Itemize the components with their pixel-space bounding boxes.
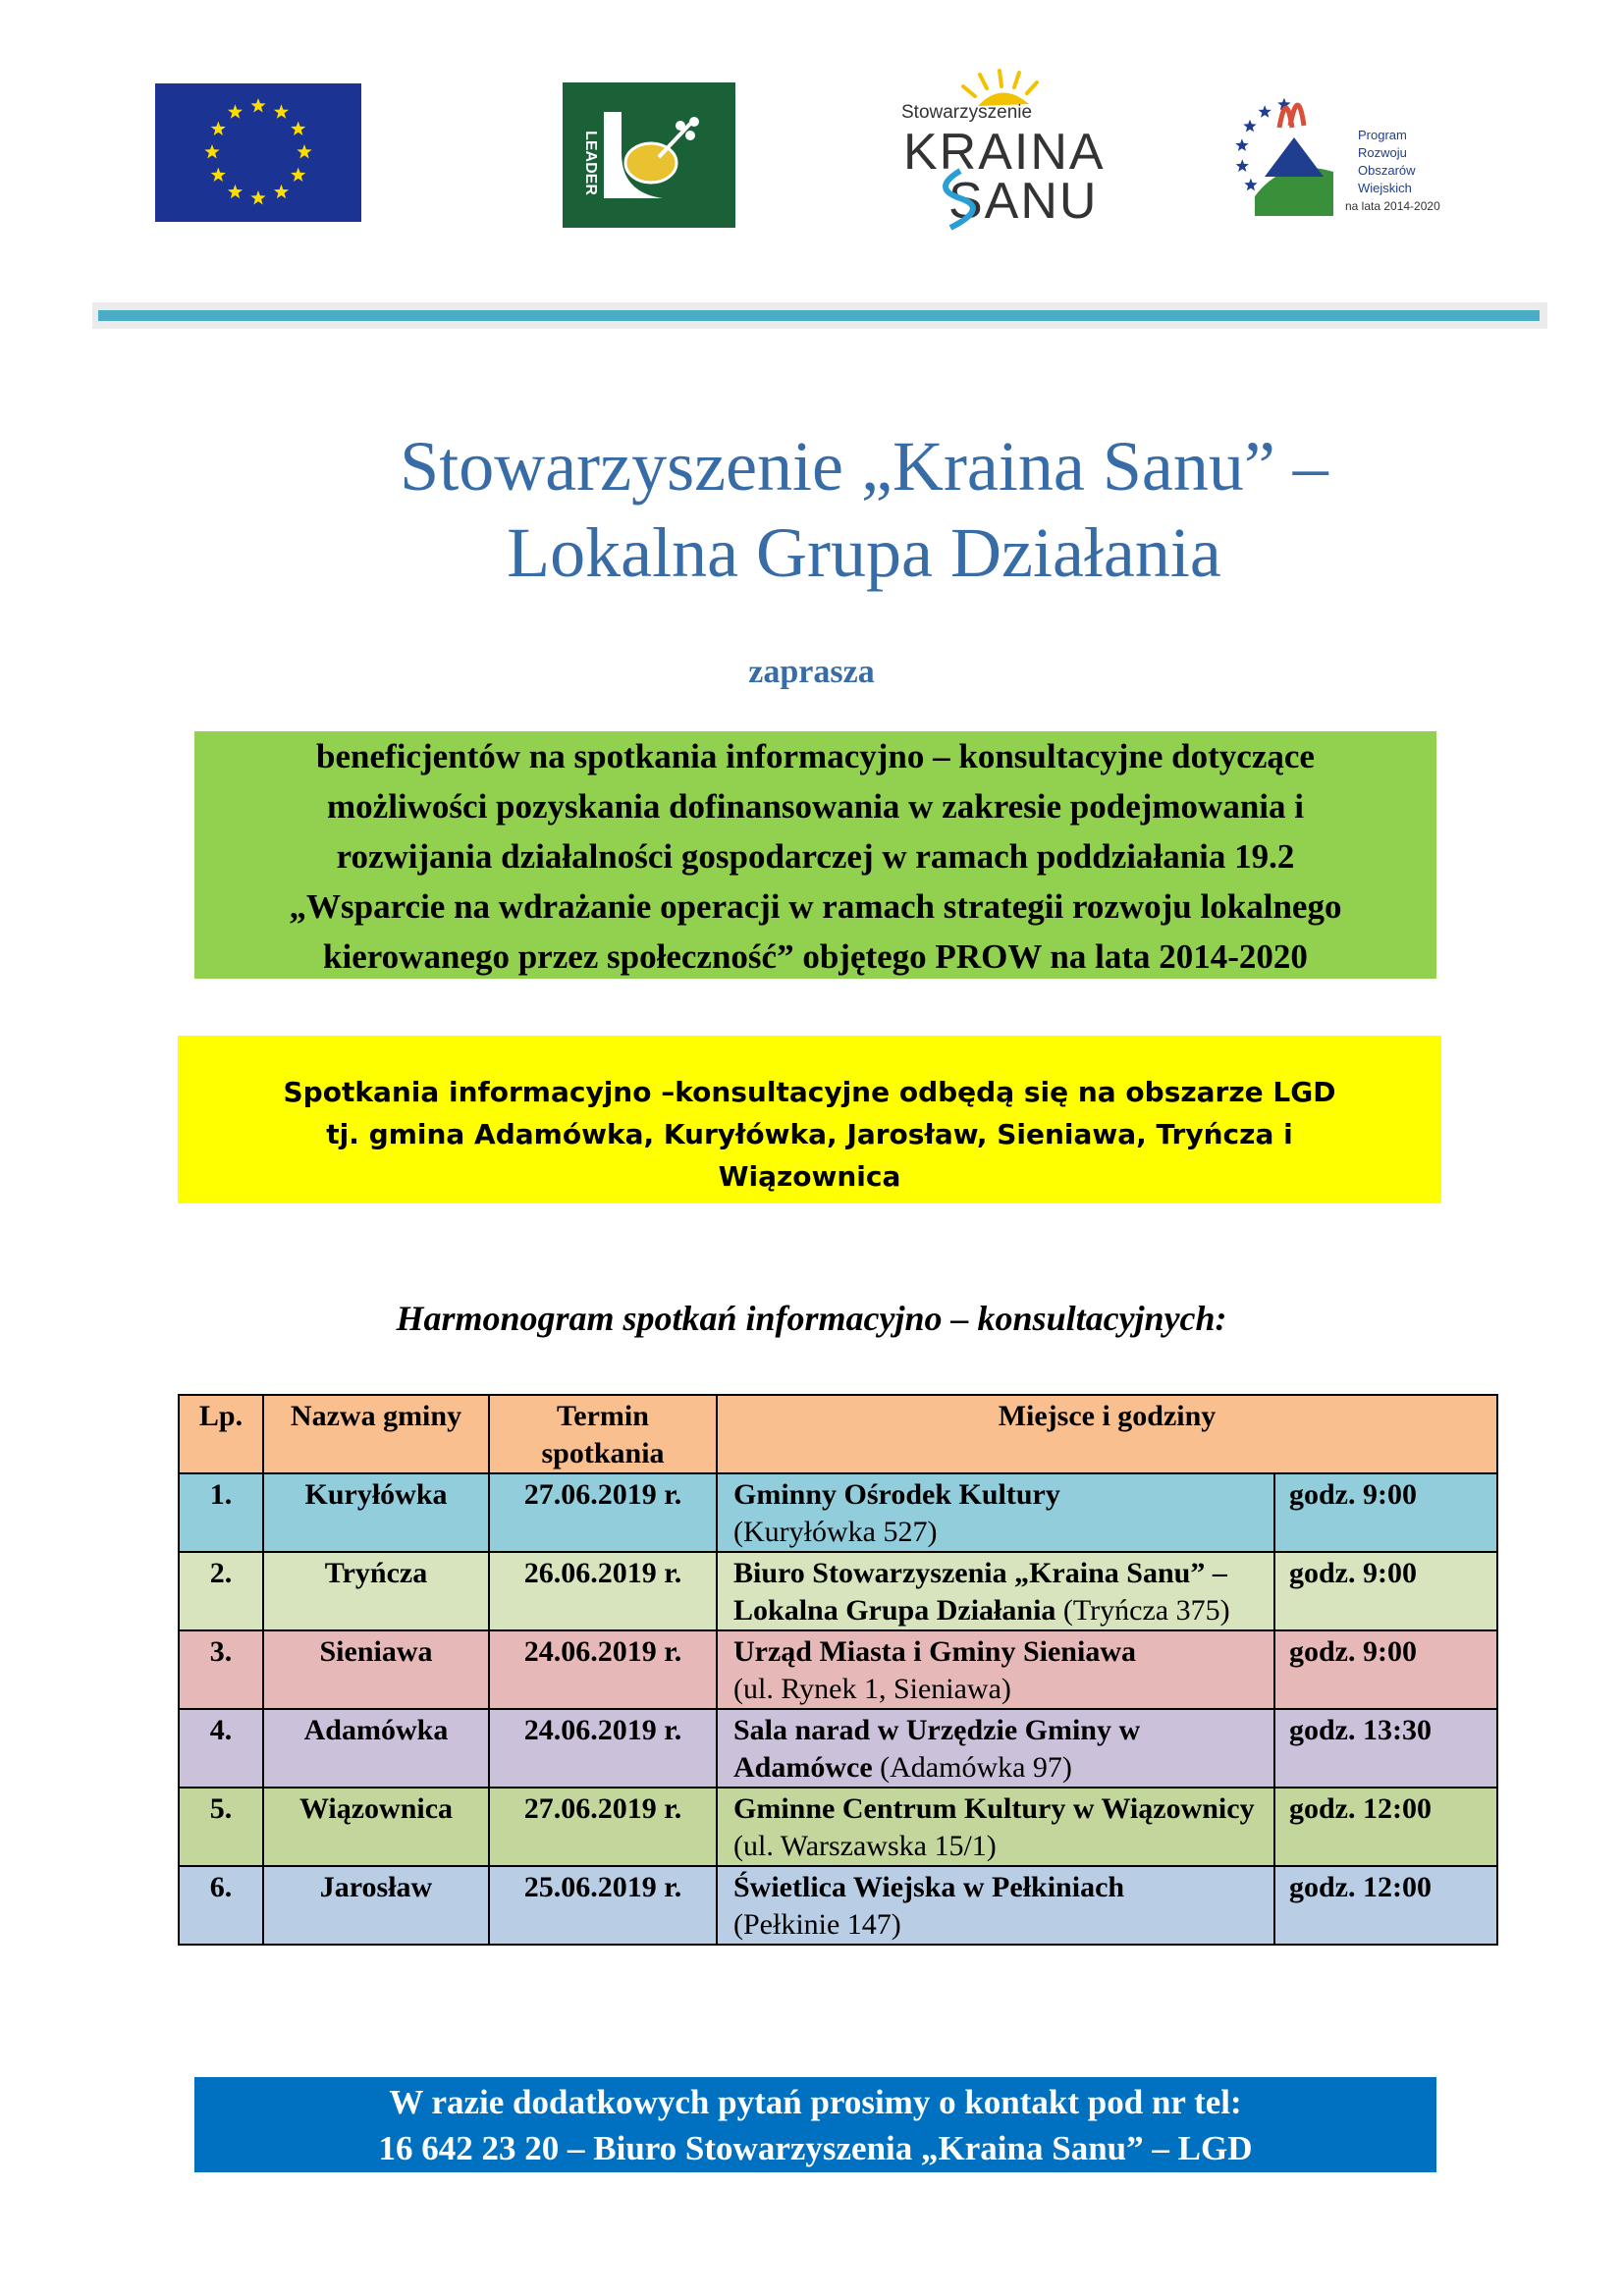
cell-gmina: Sieniawa [263,1630,489,1709]
cell-hour: godz. 12:00 [1274,1788,1497,1866]
place-address: (ul. Rynek 1, Sieniawa) [733,1673,1011,1705]
eu-star [291,122,305,136]
prow-star [1243,120,1256,133]
cell-lp: 2. [179,1552,263,1630]
prow-line-1: Program [1358,128,1407,142]
cell-place [717,1788,1274,1866]
cell-date: 26.06.2019 r. [489,1552,717,1630]
cell-gmina: Kuryłówka [263,1473,489,1552]
eu-star [297,144,311,159]
cell-hour: godz. 12:00 [1274,1866,1497,1945]
cell-hour: godz. 9:00 [1274,1473,1497,1552]
table-row [179,1552,1497,1630]
kraina-top-text: Stowarzyszenie [901,102,1033,123]
eu-star [211,168,226,183]
place-address: (Adamówka 97) [872,1751,1072,1784]
table-row [179,1788,1497,1866]
table-row [179,1866,1497,1945]
prow-star [1236,159,1249,172]
place-address: (Pełkinie 147) [733,1908,901,1941]
cell-date: 24.06.2019 r. [489,1709,717,1788]
cell-date: 25.06.2019 r. [489,1866,717,1945]
place-address: (ul. Warszawska 15/1) [733,1830,997,1862]
table-header-row [179,1395,1497,1473]
place-name: Biuro Stowarzyszenia „Kraina Sanu” – Lokalna Grupa Działania [733,1557,1227,1627]
contact-box [194,2077,1436,2172]
place-name: Gminny Ośrodek Kultury [733,1478,1060,1511]
cell-place [717,1552,1274,1630]
invite-text: zaprasza [748,654,875,690]
cell-lp: 4. [179,1709,263,1788]
place-address: (Tryńcza 375) [1055,1594,1230,1627]
header-divider [98,310,1540,321]
leader-logo [563,82,735,228]
cell-place [717,1473,1274,1552]
cell-lp: 1. [179,1473,263,1552]
cell-lp: 3. [179,1630,263,1709]
eu-star [228,104,243,119]
invitation-box [194,731,1436,979]
area-notice-box [178,1036,1441,1203]
prow-star [1244,179,1257,191]
area-notice-line: tj. gmina Adamówka, Kuryłówka, Jarosław, Sieniawa, Tryńcza i [326,1118,1293,1150]
schedule-table [178,1394,1498,1946]
page-title-line-1: Stowarzyszenie „Kraina Sanu” – [400,427,1328,506]
place-address: (Kuryłówka 527) [733,1516,938,1548]
contact-line-2: 16 642 23 20 – Biuro Stowarzyszenia „Kraina Sanu” – LGD [378,2129,1253,2167]
header-gmina: Nazwa gminy [263,1395,489,1473]
invitation-line: rozwijania działalności gospodarczej w ramach poddziałania 19.2 [336,837,1295,876]
invitation-line: beneficjentów na spotkania informacyjno – konsultacyjne dotyczące [316,737,1315,775]
place-name: Świetlica Wiejska w Pełkiniach [733,1871,1125,1903]
invitation-line: możliwości pozyskania dofinansowania w zakresie podejmowania i [327,787,1304,826]
prow-logo [1225,79,1461,226]
eu-star [274,104,289,119]
cell-gmina: Wiązownica [263,1788,489,1866]
place-name: Gminne Centrum Kultury w Wiązownicy [733,1792,1255,1825]
cell-hour: godz. 9:00 [1274,1630,1497,1709]
prow-line-4: Wiejskich [1358,181,1412,195]
table-row [179,1709,1497,1788]
eu-star [204,144,219,159]
invitation-line: kierowanego przez społeczność” objętego PROW na lata 2014-2020 [323,937,1308,976]
prow-line-3: Obszarów [1358,163,1416,178]
eu-star [291,168,305,183]
schedule-title: Harmonogram spotkań informacyjno – konsultacyjnych: [396,1299,1227,1338]
table-row [179,1473,1497,1552]
eu-star [211,122,226,136]
cell-place [717,1866,1274,1945]
eu-star [274,185,289,199]
cell-place [717,1630,1274,1709]
eu-flag-logo [155,83,361,222]
cell-gmina: Tryńcza [263,1552,489,1630]
eu-star [250,190,265,205]
eu-stars-icon [155,83,361,222]
kraina-word2: SANU [948,173,1099,230]
header-miejsce: Miejsce i godziny [717,1395,1497,1473]
cell-lp: 6. [179,1866,263,1945]
page-title-line-2: Lokalna Grupa Działania [507,513,1221,592]
cell-date: 27.06.2019 r. [489,1788,717,1866]
area-notice-line: Spotkania informacyjno –konsultacyjne odbędą się na obszarze LGD [283,1076,1336,1108]
cell-hour: godz. 9:00 [1274,1552,1497,1630]
header-lp: Lp. [179,1395,263,1473]
cell-gmina: Adamówka [263,1709,489,1788]
header-termin: Termin spotkania [489,1395,717,1473]
table-row [179,1630,1497,1709]
invitation-line: „Wsparcie na wdrażanie operacji w ramach strategii rozwoju lokalnego [289,887,1342,926]
kraina-sanu-logo [892,61,1117,233]
prow-star [1259,105,1271,118]
eu-star [228,185,243,199]
place-name: Sala narad w Urzędzie Gminy w Adamówce [733,1714,1141,1784]
prow-star [1235,138,1248,151]
cell-date: 27.06.2019 r. [489,1473,717,1552]
area-notice-line: Wiązownica [718,1160,901,1193]
leader-text: LEADER [582,131,599,195]
cell-lp: 5. [179,1788,263,1866]
kraina-word1: KRAINA [903,124,1106,181]
contact-line-1: W razie dodatkowych pytań prosimy o kontakt pod nr tel: [389,2083,1242,2121]
cell-date: 24.06.2019 r. [489,1630,717,1709]
cell-gmina: Jarosław [263,1866,489,1945]
cell-hour: godz. 13:30 [1274,1709,1497,1788]
eu-star [250,98,265,113]
cell-place [717,1709,1274,1788]
prow-years: na lata 2014-2020 [1345,199,1440,213]
prow-line-2: Rozwoju [1358,145,1407,160]
place-name: Urząd Miasta i Gminy Sieniawa [733,1635,1136,1668]
